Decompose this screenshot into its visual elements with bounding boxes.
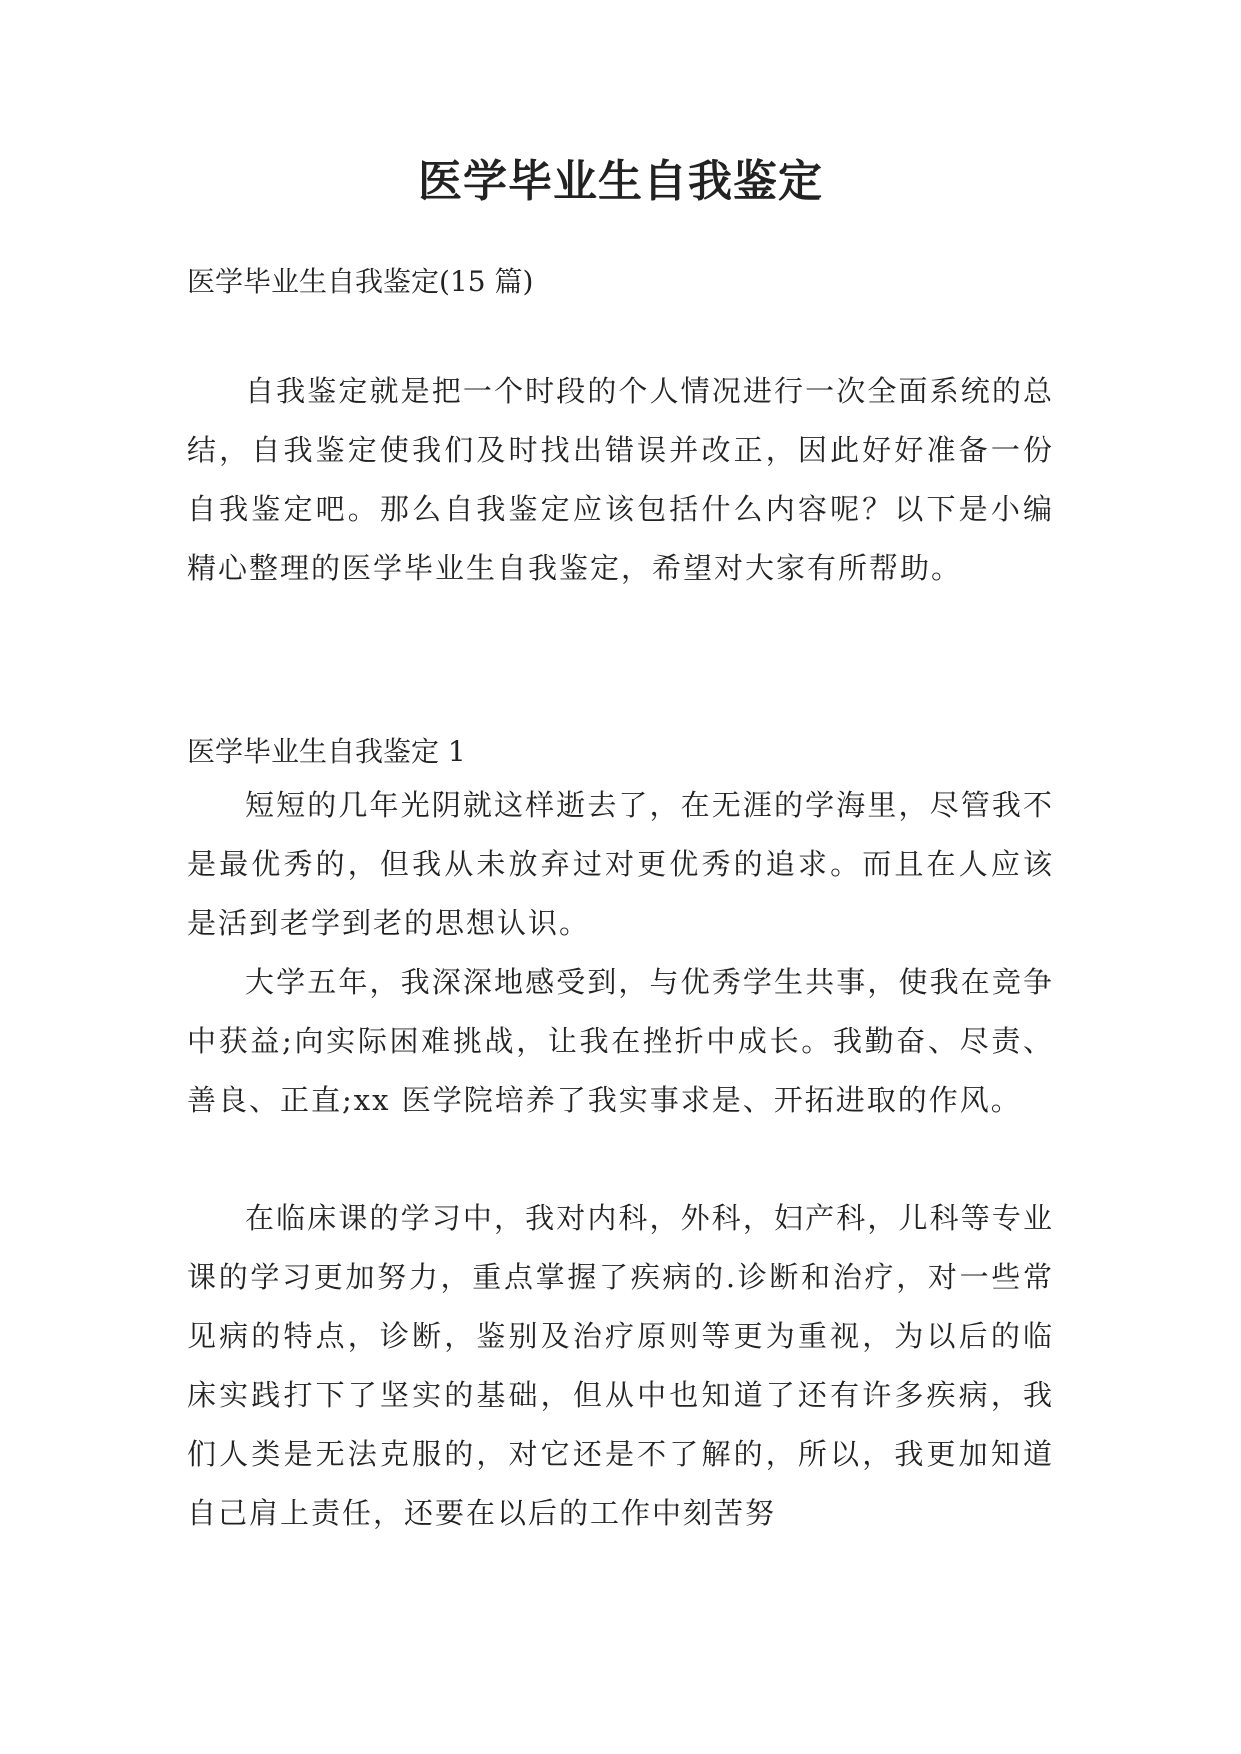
intro-paragraph: 自我鉴定就是把一个时段的个人情况进行一次全面系统的总结，自我鉴定使我们及时找出错误并改正，因此好好准备一份自我鉴定吧。那么自我鉴定应该包括什么内容呢？以下是小编精心整理的医学毕业生自我鉴定，希望对大家有所帮助。 <box>187 374 1054 585</box>
body-paragraph-1: 短短的几年光阴就这样逝去了，在无涯的学海里，尽管我不是最优秀的，但我从未放弃过对更优秀的追求。而且在人应该是活到老学到老的思想认识。 <box>187 788 1054 940</box>
section-heading: 医学毕业生自我鉴定 1 <box>187 735 466 768</box>
document-title: 医学毕业生自我鉴定 <box>418 156 823 207</box>
body-paragraph-2: 大学五年，我深深地感受到，与优秀学生共事，使我在竞争中获益;向实际困难挑战，让我在挫折中成长。我勤奋、尽责、善良、正直;xx 医学院培养了我实事求是、开拓进取的作风。 <box>187 965 1054 1117</box>
document-subtitle: 医学毕业生自我鉴定(15 篇) <box>187 265 534 298</box>
body-paragraph-3: 在临床课的学习中，我对内科，外科，妇产科，儿科等专业课的学习更加努力，重点掌握了疾病的.诊断和治疗，对一些常见病的特点，诊断，鉴别及治疗原则等更为重视，为以后的临床实践打下了坚实的基础，但从中也知道了还有许多疾病，我们人类是无法克服的，对它还是不了解的，所以，我更加知道自己肩上责任，还要在以后的工作中刻苦努 <box>187 1201 1054 1530</box>
